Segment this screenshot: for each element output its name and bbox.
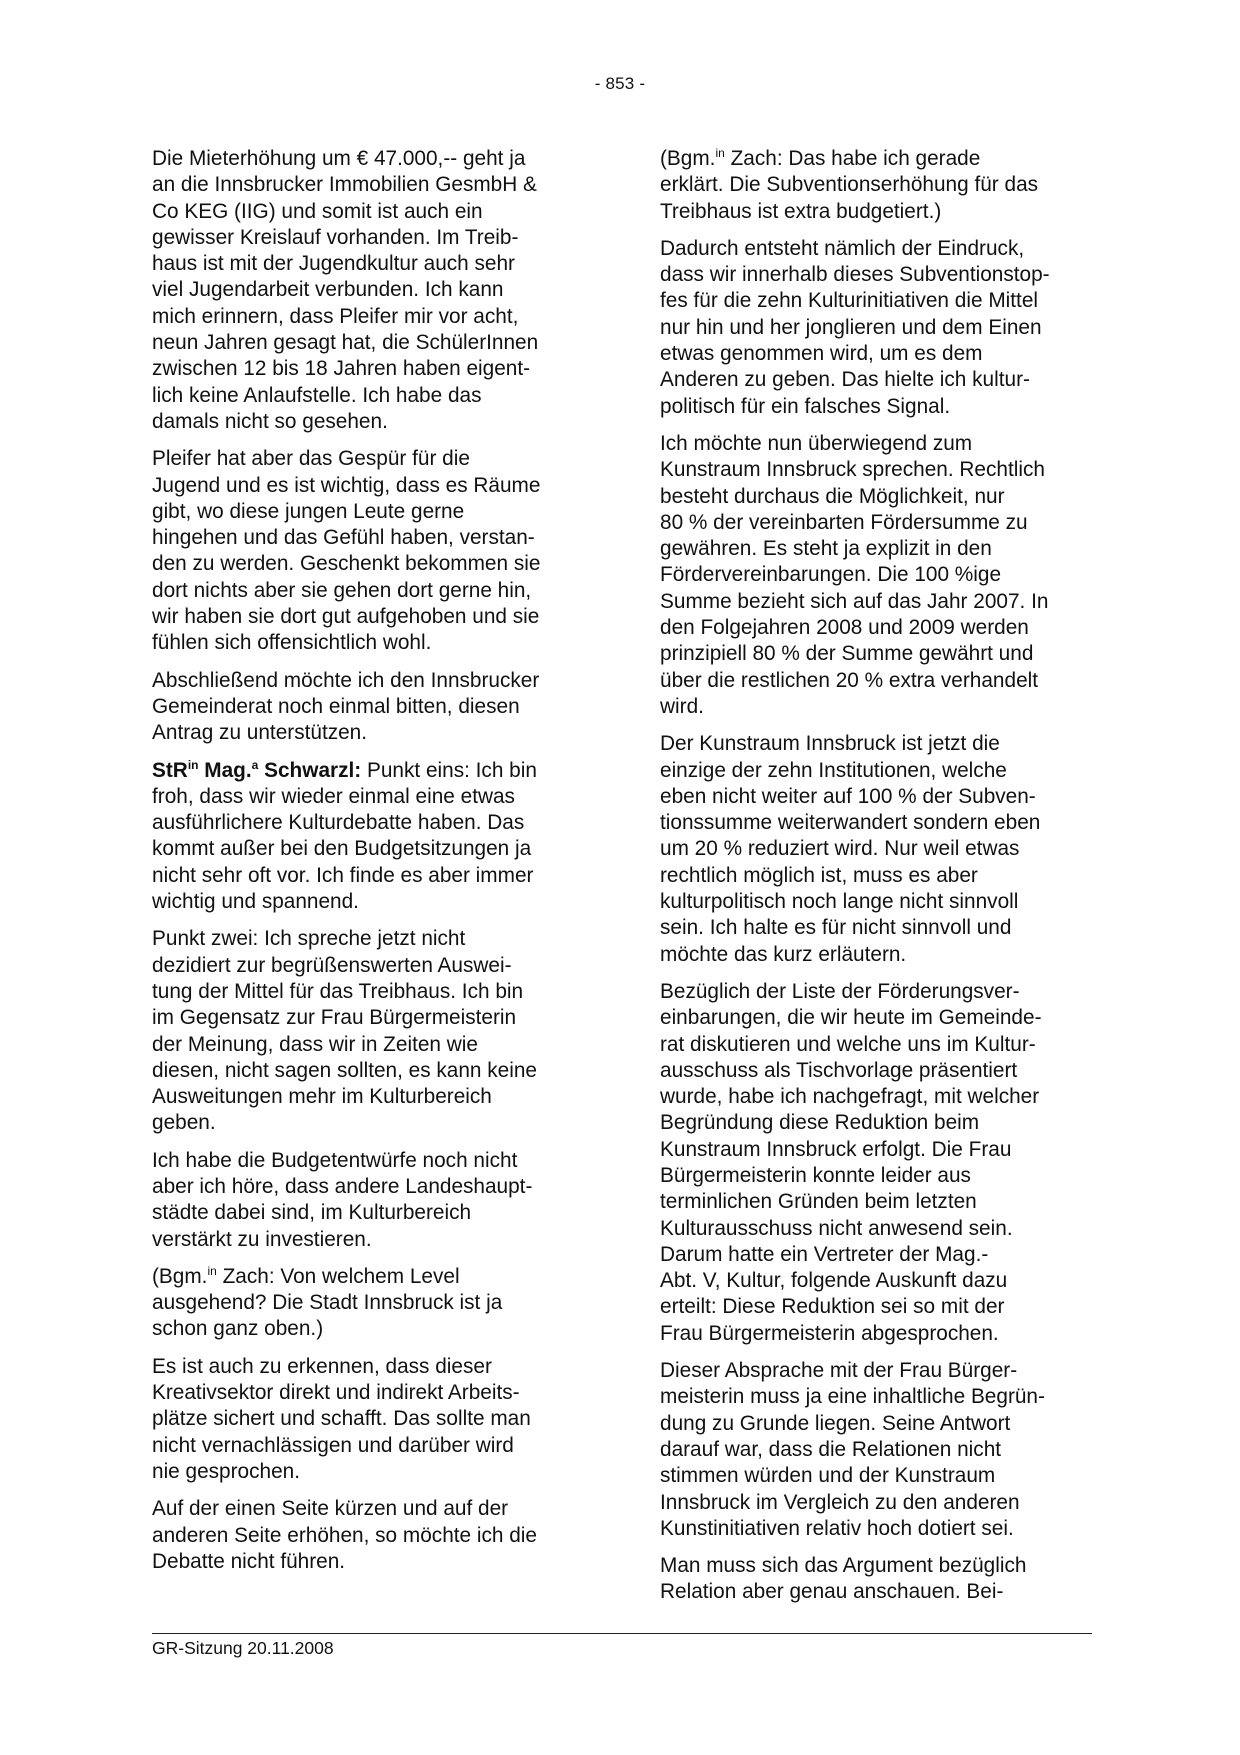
text-line: Es ist auch zu erkennen, dass dieser: [152, 1354, 492, 1378]
paragraph: [152, 758, 592, 916]
text-line: sein. Ich halte es für nicht sinnvoll und: [660, 916, 1012, 940]
page-number: - 853 -: [594, 74, 646, 93]
text-line: meisterin muss ja eine inhaltliche Begrün-: [660, 1385, 1045, 1409]
paragraph: [660, 979, 1100, 1347]
text-line: anderen Seite erhöhen, so möchte ich die: [152, 1523, 537, 1547]
text-line: politisch für ein falsches Signal.: [660, 394, 951, 418]
interjection-sup: in: [715, 146, 725, 161]
text-line: dort nichts aber sie gehen dort gerne hin,: [152, 578, 532, 602]
text-line: Der Kunstraum Innsbruck ist jetzt die: [660, 732, 1000, 756]
text-line: einzige der zehn Institutionen, welche: [660, 758, 1007, 782]
text-line: gewähren. Es steht ja explizit in den: [660, 537, 992, 561]
text-line: Fördervereinbarungen. Die 100 %ige: [660, 563, 1002, 587]
text-line: rechtlich möglich ist, muss es aber: [660, 863, 978, 887]
speaker-name: [152, 759, 361, 782]
footer-rule: [152, 1633, 1092, 1634]
paragraph: [152, 926, 592, 1136]
text-line: dezidiert zur begrüßenswerten Auswei-: [152, 953, 512, 977]
text-line: Kunstraum Innsbruck erfolgt. Die Frau: [660, 1137, 1012, 1161]
text-line: geben.: [152, 1111, 216, 1135]
text-line: fühlen sich offensichtlich wohl.: [152, 631, 432, 655]
text-line: um 20 % reduziert wird. Nur weil etwas: [660, 837, 1020, 861]
text-line: nie gesprochen.: [152, 1459, 300, 1483]
interjection-open: (Bgm.: [660, 147, 716, 170]
text-line: über die restlichen 20 % extra verhandelt: [660, 668, 1039, 692]
interjection-text: Zach: Das habe ich gerade: [724, 147, 981, 170]
text-line: stimmen würden und der Kunstraum: [660, 1464, 996, 1488]
text-line: fes für die zehn Kulturinitiativen die Mittel: [660, 289, 1038, 313]
right-column: [660, 146, 1100, 1617]
text-line: Dieser Absprache mit der Frau Bürger-: [660, 1359, 1018, 1383]
text-line: Innsbruck im Vergleich zu den anderen: [660, 1490, 1020, 1514]
text-line: plätze sichert und schafft. Das sollte man: [152, 1407, 531, 1431]
interjection-sup: in: [207, 1263, 217, 1278]
text-line: Antrag zu unterstützen.: [152, 721, 368, 745]
text-line: ausgehend? Die Stadt Innsbruck ist ja: [152, 1291, 503, 1315]
text-line: hingehen und das Gefühl haben, verstan-: [152, 526, 535, 550]
text-line: Ich möchte nun überwiegend zum: [660, 431, 973, 455]
speaker-line: [152, 758, 592, 784]
text-line: gibt, wo diese jungen Leute gerne: [152, 499, 465, 523]
text-line: Pleifer hat aber das Gespür für die: [152, 447, 470, 471]
text-line: tung der Mittel für das Treibhaus. Ich bin: [152, 979, 524, 1003]
text-line: Dadurch entsteht nämlich der Eindruck,: [660, 236, 1025, 260]
text-line: Kunstinitiativen relativ hoch dotiert sei.: [660, 1516, 1014, 1540]
text-line: Anderen zu geben. Das hielte ich kultur-: [660, 368, 1030, 392]
paragraph: [660, 1553, 1100, 1606]
text-line: diesen, nicht sagen sollten, es kann keine: [152, 1058, 537, 1082]
paragraph: [152, 1264, 592, 1343]
text-line: wurde, habe ich nachgefragt, mit welcher: [660, 1085, 1040, 1109]
text-line: möchte das kurz erläutern.: [660, 942, 907, 966]
text-line: lich keine Anlaufstelle. Ich habe das: [152, 383, 482, 407]
text-line: dung zu Grunde liegen. Seine Antwort: [660, 1411, 1011, 1435]
paragraph: [152, 1354, 592, 1485]
text-line: Ich habe die Budgetentwürfe noch nicht: [152, 1148, 518, 1172]
text-line: froh, dass wir wieder einmal eine etwas: [152, 784, 515, 808]
speaker-line-text: Punkt eins: Ich bin: [361, 758, 537, 782]
speaker-title-sup: in: [187, 757, 199, 772]
paragraph: [152, 146, 592, 435]
text-line: Begründung diese Reduktion beim: [660, 1111, 980, 1135]
text-line: den Folgejahren 2008 und 2009 werden: [660, 616, 1029, 640]
text-line: wird.: [660, 694, 704, 718]
text-line: neun Jahren gesagt hat, die SchülerInnen: [152, 331, 539, 355]
text-line: 80 % der vereinbarten Fördersumme zu: [660, 510, 1028, 534]
text-line: Kulturausschuss nicht anwesend sein.: [660, 1216, 1013, 1240]
text-line: den zu werden. Geschenkt bekommen sie: [152, 552, 541, 576]
text-line: zwischen 12 bis 18 Jahren haben eigent-: [152, 357, 531, 381]
paragraph: [660, 146, 1100, 225]
footer-text: GR-Sitzung 20.11.2008: [152, 1638, 334, 1658]
text-line: Man muss sich das Argument bezüglich: [660, 1554, 1027, 1578]
paragraph: [152, 446, 592, 656]
text-line: Kunstraum Innsbruck sprechen. Rechtlich: [660, 458, 1045, 482]
text-line: Jugend und es ist wichtig, dass es Räume: [152, 473, 541, 497]
text-line: dass wir innerhalb dieses Subventionstop-: [660, 263, 1050, 287]
text-line: aber ich höre, dass andere Landeshaupt-: [152, 1174, 533, 1198]
speaker-surname: Schwarzl:: [258, 758, 362, 782]
text-line: darauf war, dass die Relationen nicht: [660, 1437, 1002, 1461]
text-line: Bürgermeisterin konnte leider aus: [660, 1163, 971, 1187]
paragraph: [660, 731, 1100, 968]
interjection-line: [152, 1264, 592, 1290]
text-line: an die Innsbrucker Immobilien GesmbH &: [152, 173, 537, 197]
text-line: Summe bezieht sich auf das Jahr 2007. In: [660, 589, 1049, 613]
text-line: ausschuss als Tischvorlage präsentiert: [660, 1058, 1018, 1082]
text-line: Bezüglich der Liste der Förderungsver-: [660, 979, 1020, 1003]
text-line: mich erinnern, dass Pleifer mir vor acht,: [152, 304, 519, 328]
speaker-degree-sup: a: [251, 757, 259, 772]
text-line: terminlichen Gründen beim letzten: [660, 1190, 977, 1214]
text-line: schon ganz oben.): [152, 1317, 324, 1341]
text-line: nicht sehr oft vor. Ich finde es aber immer: [152, 863, 534, 887]
paragraph: [660, 1358, 1100, 1542]
speaker-title: StR: [152, 758, 188, 782]
text-line: tionssumme weiterwandert sondern eben: [660, 811, 1041, 835]
text-line: Gemeinderat noch einmal bitten, diesen: [152, 694, 520, 718]
text-line: nicht vernachlässigen und darüber wird: [152, 1433, 514, 1457]
interjection-line: [660, 146, 1100, 172]
text-line: Frau Bürgermeisterin abgesprochen.: [660, 1321, 999, 1345]
text-line: erklärt. Die Subventionserhöhung für das: [660, 173, 1039, 197]
text-line: Darum hatte ein Vertreter der Mag.-: [660, 1242, 989, 1266]
text-line: Ausweitungen mehr im Kulturbereich: [152, 1085, 492, 1109]
text-line: Auf der einen Seite kürzen und auf der: [152, 1497, 509, 1521]
text-line: Relation aber genau anschauen. Bei-: [660, 1580, 1004, 1604]
text-line: eben nicht weiter auf 100 % der Subven-: [660, 784, 1036, 808]
text-line: erteilt: Diese Reduktion sei so mit der: [660, 1295, 1005, 1319]
text-line: prinzipiell 80 % der Summe gewährt und: [660, 642, 1034, 666]
speaker-degree: Mag.: [198, 758, 252, 782]
text-line: Kreativsektor direkt und indirekt Arbeits-: [152, 1381, 520, 1405]
paragraph: [152, 1148, 592, 1253]
text-line: verstärkt zu investieren.: [152, 1227, 372, 1251]
text-line: einbarungen, die wir heute im Gemeinde-: [660, 1006, 1042, 1030]
text-line: besteht durchaus die Möglichkeit, nur: [660, 484, 1005, 508]
text-line: rat diskutieren und welche uns im Kultur-: [660, 1032, 1036, 1056]
interjection-text: Zach: Von welchem Level: [216, 1264, 460, 1288]
text-line: Abt. V, Kultur, folgende Auskunft dazu: [660, 1269, 1008, 1293]
text-line: Punkt zwei: Ich spreche jetzt nicht: [152, 927, 466, 951]
text-line: kulturpolitisch noch lange nicht sinnvoll: [660, 890, 1019, 914]
text-line: gewisser Kreislauf vorhanden. Im Treib-: [152, 225, 519, 249]
left-column: [152, 146, 592, 1586]
text-line: etwas genommen wird, um es dem: [660, 342, 983, 366]
paragraph: [660, 431, 1100, 720]
text-line: Debatte nicht führen.: [152, 1549, 346, 1573]
paragraph: [152, 668, 592, 747]
text-line: nur hin und her jonglieren und dem Einen: [660, 315, 1042, 339]
text-line: im Gegensatz zur Frau Bürgermeisterin: [152, 1006, 517, 1030]
text-line: kommt außer bei den Budgetsitzungen ja: [152, 837, 532, 861]
text-line: der Meinung, dass wir in Zeiten wie: [152, 1032, 478, 1056]
text-line: Abschließend möchte ich den Innsbrucker: [152, 668, 540, 692]
text-line: Treibhaus ist extra budgetiert.): [660, 199, 942, 223]
interjection-open: (Bgm.: [152, 1264, 208, 1288]
text-line: Co KEG (IIG) und somit ist auch ein: [152, 199, 483, 223]
text-line: wichtig und spannend.: [152, 890, 359, 914]
text-line: damals nicht so gesehen.: [152, 409, 388, 433]
text-line: wir haben sie dort gut aufgehoben und sie: [152, 605, 540, 629]
text-line: ausführlichere Kulturdebatte haben. Das: [152, 811, 525, 835]
text-line: städte dabei sind, im Kulturbereich: [152, 1201, 472, 1225]
text-line: haus ist mit der Jugendkultur auch sehr: [152, 252, 515, 276]
text-line: Die Mieterhöhung um € 47.000,-- geht ja: [152, 147, 526, 170]
paragraph: [152, 1496, 592, 1575]
paragraph: [660, 236, 1100, 420]
text-line: viel Jugendarbeit verbunden. Ich kann: [152, 278, 504, 302]
